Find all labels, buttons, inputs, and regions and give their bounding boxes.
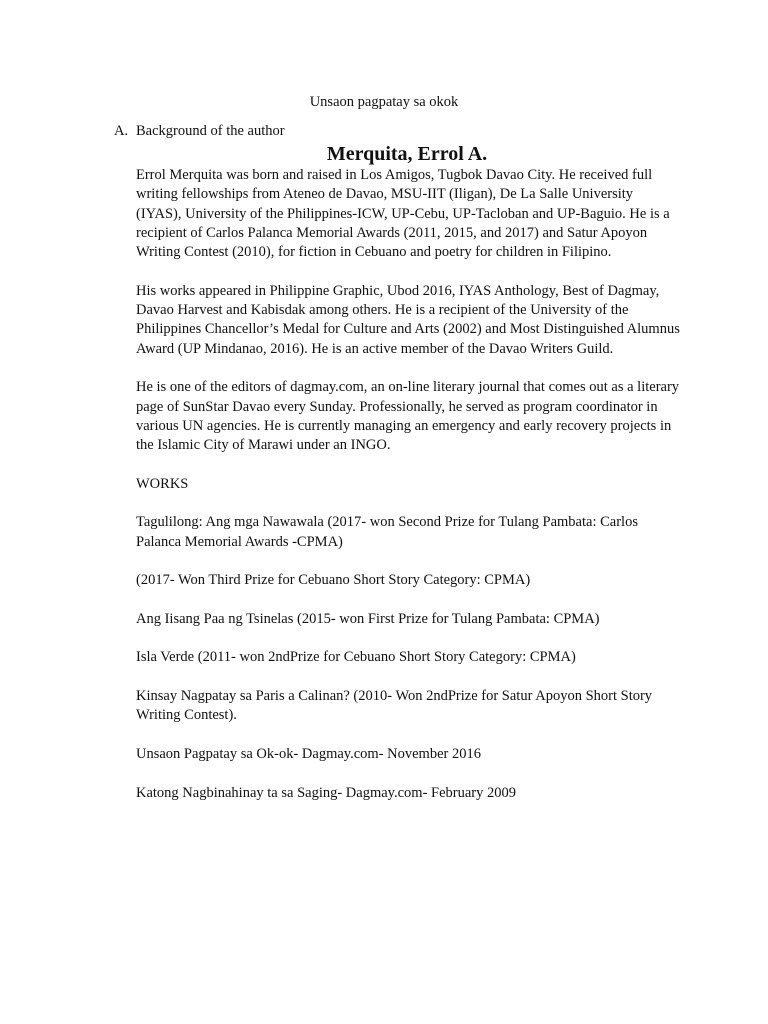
section-heading-text: Background of the author <box>136 123 285 139</box>
section-heading <box>114 122 285 141</box>
works-item: Unsaon Pagpatay sa Ok-ok- Dagmay.com- November 2016 <box>136 745 481 762</box>
bio-paragraph: He is one of the editors of dagmay.com, an on-line literary journal that comes out as a literary page of SunStar Davao every Sunday. Professionally, he served as program coordinator in various UN agencies. He is currently managing an emergency and early recovery projects in the Islamic City of Marawi under an INGO. <box>136 379 680 454</box>
works-item: (2017- Won Third Prize for Cebuano Short Story Category: CPMA) <box>136 572 531 589</box>
document-body <box>136 166 681 822</box>
document-title: Unsaon pagpatay sa okok <box>309 94 459 110</box>
bio-paragraph: Errol Merquita was born and raised in Los Amigos, Tugbok Davao City. He received full writing fellowships from Ateneo de Davao, MSU-IIT (Iligan), De La Salle University (IYAS), University of the Philippines-ICW, UP-Cebu, UP-Tacloban and UP-Baguio. He is a recipient of Carlos Palanca Memorial Awards (2011, 2015, and 2017) and Satur Apoyon Writing Contest (2010), for fiction in Cebuano and poetry for children in Filipino. <box>136 167 670 261</box>
works-item: Tagulilong: Ang mga Nawawala (2017- won Second Prize for Tulang Pambata: Carlos Palanca Memorial Awards -CPMA) <box>136 514 638 550</box>
works-heading: WORKS <box>136 475 189 492</box>
works-item: Katong Nagbinahinay ta sa Saging- Dagmay.com- February 2009 <box>136 784 516 801</box>
bio-paragraph: His works appeared in Philippine Graphic, Ubod 2016, IYAS Anthology, Best of Dagmay, Davao Harvest and Kabisdak among others. He is a recipient of the University of the Philippines Chancellor’s Medal for Culture and Arts (2002) and Most Distinguished Alumnus Award (UP Mindanao, 2016). He is an active member of the Davao Writers Guild. <box>136 282 680 357</box>
works-item: Kinsay Nagpatay sa Paris a Calinan? (2010- Won 2ndPrize for Satur Apoyon Short Story Writing Contest). <box>136 688 653 724</box>
author-name: Merquita, Errol A. <box>326 143 488 165</box>
section-marker: A. <box>114 123 129 139</box>
works-item: Isla Verde (2011- won 2ndPrize for Cebuano Short Story Category: CPMA) <box>136 649 576 666</box>
works-item: Ang Iisang Paa ng Tsinelas (2015- won First Prize for Tulang Pambata: CPMA) <box>136 610 600 627</box>
